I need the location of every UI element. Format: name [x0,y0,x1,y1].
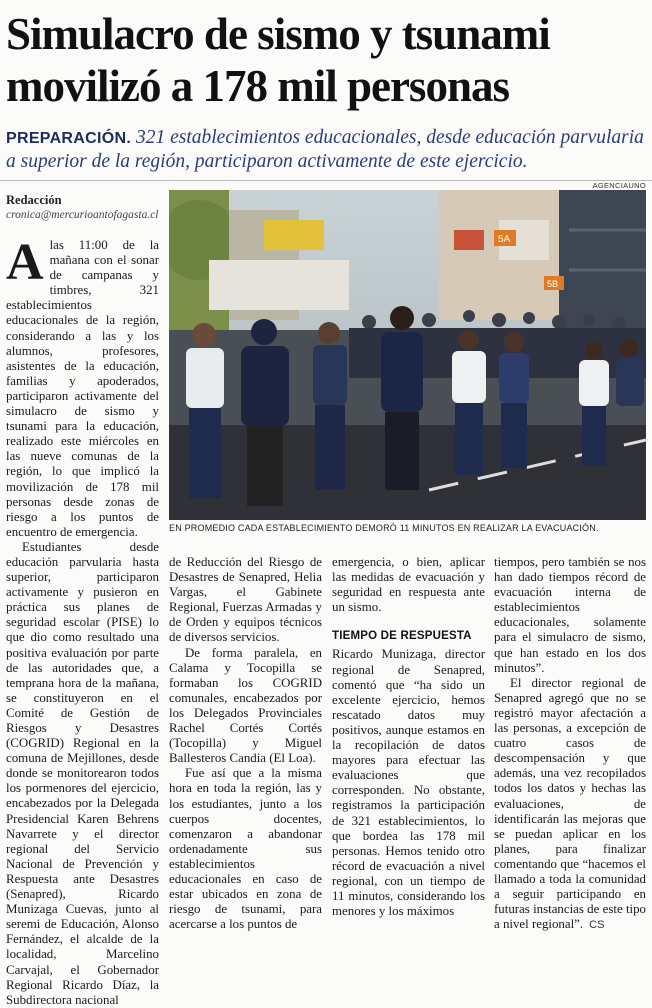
lead-kicker: PREPARACIÓN. [6,130,132,147]
photo-credit: AGENCIAUNO [592,181,646,190]
article-column-4 [494,555,646,933]
article-paragraph: tiempos, pero también se nos han dado tiempos récord de evacuación interna de establecimientos educacionales, solamente para el simulacro de sismo, que han estado en los dos minutos”. [494,555,646,675]
article-paragraph: Ricardo Munizaga, director regional de Senapred, comentó que “ha sido un excelente ejercicio, hemos rescatado datos muy positivos, aunque estamos en la recopilación de datos mayores para efectuar las evaluaciones que corresponden. No obstante, registramos la participación de 321 establecimientos, lo que bordea las 178 mil personas. Hemos tenido otro récord de evacuación a nivel regional, con un tiempo de 11 minutos, considerando los menores y los máximos [332,647,485,919]
byline-email[interactable]: cronica@mercurioantofagasta.cl [6,209,159,221]
byline [6,193,159,223]
article-paragraph: de Reducción del Riesgo de Desastres de Senapred, Helia Vargas, el Gabinete Regional, Fuerzas Armadas y de Orden y equipos técnicos de diversos servicios. [169,555,322,645]
article-column-2 [169,555,322,932]
evacuation-photo [169,190,646,520]
byline-author: Redacción [6,193,62,207]
divider [0,180,652,181]
lead [6,126,646,173]
article-column-3 [332,555,485,919]
article-paragraph: emergencia, o bien, aplicar las medidas de evacuación y seguridad en respuesta ante un sismo. [332,555,485,615]
end-mark: CS [589,919,605,932]
street-sign-1: 5A [498,234,511,245]
article-paragraph: Alas 11:00 de la mañana con el sonar de campanas y timbres, 321 establecimientos educacionales de la región, considerando a las y los alumnos, profesores, asistentes de la educación, familias y apoderados, participaron activamente del simulacro de sismo y tsunami para la educación, realizado este miércoles en las nueve comunas de la región, lo que implicó la movilización de 178 mil personas desde zonas de riesgo a los puntos de encuentro de emergencia. [6,234,159,539]
article-paragraph: Fue así que a la misma hora en toda la región, las y los estudiantes, junto a los cuerpos docentes, comenzaron a abandonar ordenadamente sus establecimientos educacionales en caso de estar ubicados en zona de riesgo de tsunami, para acercarse a los puntos de [169,766,322,932]
article-column-1 [6,234,159,1008]
article-paragraph: Estudiantes desde educación parvularia hasta superior, participaron activamente y pusieron en práctica sus planes de seguridad escolar (PISE) lo que dio como resultado una positiva evaluación por parte de las autoridades que, a temprana hora de la mañana, se constituyeron en el Comité de Gestión de Riesgos y Desastres (COGRID) Regional en la comuna de Mejillones, desde donde se monitorearon todos los pormenores del ejercicio, encabezados por la Delegada Presidencial Karen Behrens Navarrete y el director regional del Servicio Nacional de Prevención y Respuesta ante Desastres (Senapred), Ricardo Munizaga Cuevas, junto al seremi de Educación, Alonso Fernández, el alcalde de la localidad, Marcelino Carvajal, el Gobernador Regional Ricardo Díaz, la Subdirectora nacional [6,539,159,1007]
dropcap: A [6,234,44,291]
photo-caption: EN PROMEDIO CADA ESTABLECIMIENTO DEMORÓ 11 MINUTOS EN REALIZAR LA EVACUACIÓN. [169,523,599,533]
lead-text: 321 establecimientos educacionales, desde educación parvularia a superior de la región, participaron activamente de este ejercicio. [6,127,644,172]
article-paragraph: De forma paralela, en Calama y Tocopilla se formaban los COGRID comunales, encabezados por los Delegados Provinciales Rachel Cortés Cortés (Tocopilla) y Miguel Ballesteros Candia (El Loa). [169,645,322,766]
street-sign-2: 5B [547,279,559,289]
headline: Simulacro de sismo y tsunami movilizó a 178 mil personas [6,9,550,111]
article-paragraph: El director regional de Senapred agregó que no se registró mayor afectación a las personas, a excepción de cuatro casos de descompensación y que además, una vez recopilados todos los datos y hechas las evaluaciones, de identificarán las mejoras que se puedan aplicar en los planes, para finalizar comentando que “hacemos el llamado a toda la comunidad a seguir participando en futuras instancias de este tipo a nivel regional”. CS [494,675,646,932]
students-evacuating-illustration [169,190,646,520]
section-subhead: TIEMPO DE RESPUESTA [332,630,472,643]
